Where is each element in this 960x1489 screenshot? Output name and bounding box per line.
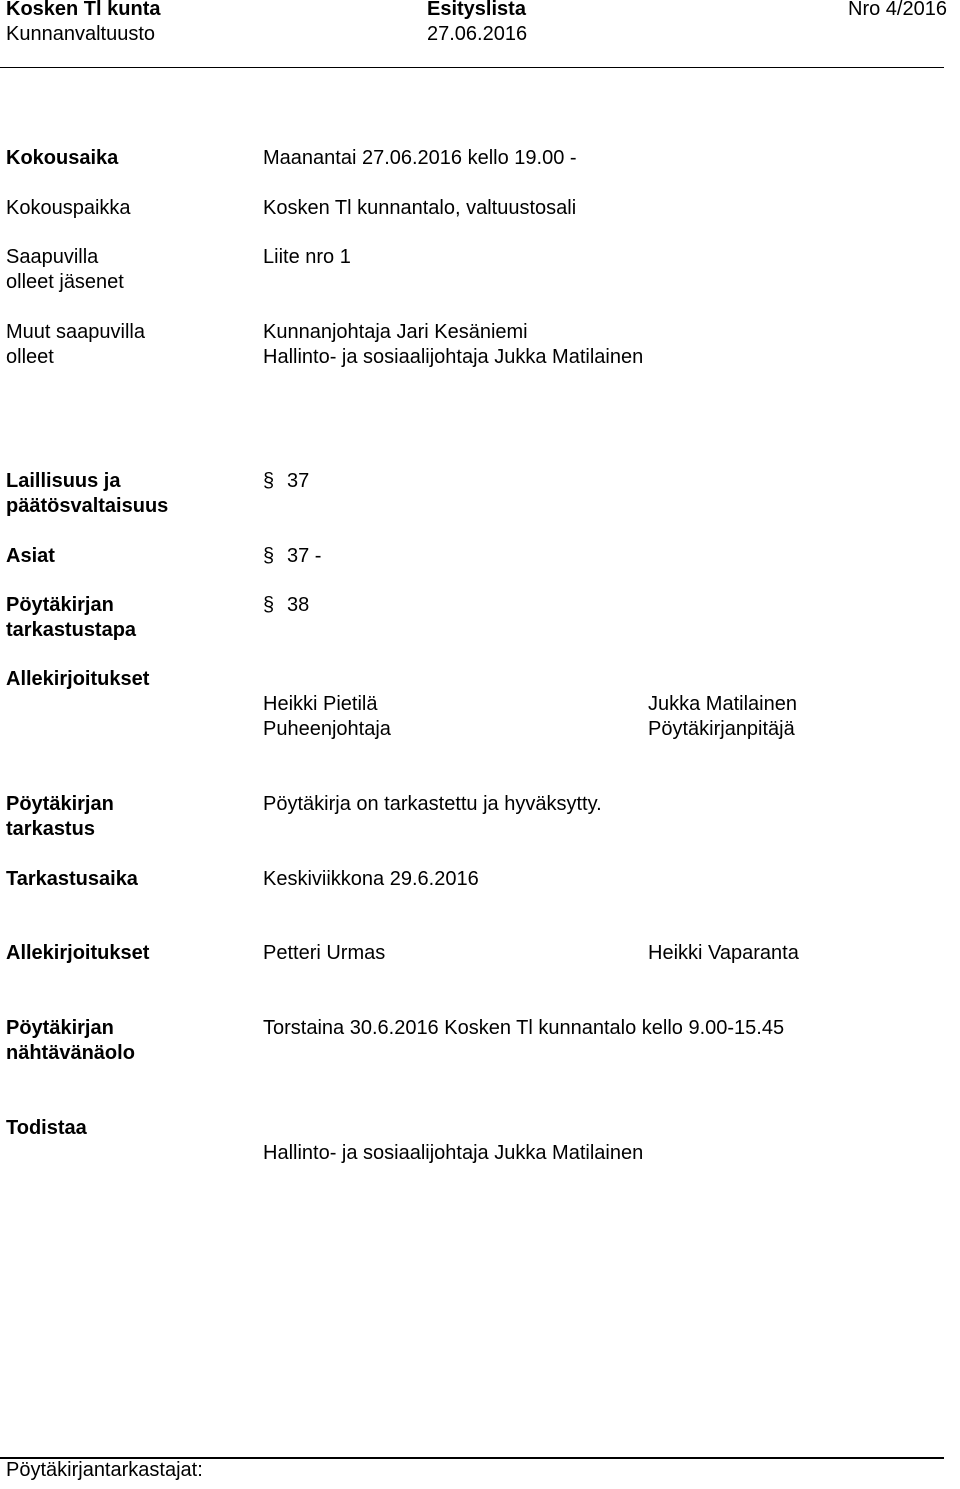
- legality-section[interactable]: [263, 469, 309, 494]
- municipality-name: Kosken Tl kunta: [6, 0, 161, 20]
- attest-value: Hallinto- ja sosiaalijohtaja Jukka Matilainen: [263, 1142, 644, 1164]
- review-label-line2: tarkastus: [6, 818, 95, 840]
- review-method-label-line2: tarkastustapa: [6, 619, 137, 641]
- meeting-place-value: Kosken Tl kunnantalo, valtuustosali: [263, 197, 577, 219]
- meeting-time-value: Maanantai 27.06.2016 kello 19.00 -: [263, 147, 577, 169]
- legality-label-line1: Laillisuus ja: [6, 470, 121, 492]
- others-value-line1: Kunnanjohtaja Jari Kesäniemi: [263, 321, 528, 343]
- present-label-line2: olleet jäsenet: [6, 271, 124, 293]
- others-label-line1: Muut saapuvilla: [6, 321, 145, 343]
- review-time-value: Keskiviikkona 29.6.2016: [263, 868, 479, 890]
- secretary-role: Pöytäkirjanpitäjä: [648, 718, 795, 740]
- matters-section-number: 37 -: [287, 545, 322, 567]
- review-signatures-label: Allekirjoitukset: [6, 942, 150, 964]
- others-value-line2: Hallinto- ja sosiaalijohtaja Jukka Matilainen: [263, 346, 644, 368]
- review-time-label: Tarkastusaika: [6, 868, 138, 890]
- legality-section-number: 37: [287, 470, 310, 492]
- header-rule: [0, 67, 944, 68]
- secretary-name: Jukka Matilainen: [648, 693, 797, 715]
- display-label-line1: Pöytäkirjan: [6, 1017, 114, 1039]
- reviewer-2-name: Heikki Vaparanta: [648, 942, 799, 964]
- document-number: Nro 4/2016: [848, 0, 947, 20]
- reviewer-1-name: Petteri Urmas: [263, 942, 386, 964]
- review-value: Pöytäkirja on tarkastettu ja hyväksytty.: [263, 793, 602, 815]
- document-date: 27.06.2016: [427, 23, 528, 45]
- body-name: Kunnanvaltuusto: [6, 23, 156, 45]
- meeting-place-label: Kokouspaikka: [6, 197, 131, 219]
- document-type: Esityslista: [427, 0, 526, 20]
- others-label-line2: olleet: [6, 346, 54, 368]
- section-symbol: §: [263, 545, 275, 567]
- attest-label: Todistaa: [6, 1117, 87, 1139]
- review-method-label-line1: Pöytäkirjan: [6, 594, 114, 616]
- display-label-line2: nähtävänäolo: [6, 1042, 135, 1064]
- review-label-line1: Pöytäkirjan: [6, 793, 114, 815]
- section-symbol: §: [263, 594, 275, 616]
- signatures-label: Allekirjoitukset: [6, 668, 150, 690]
- chair-name: Heikki Pietilä: [263, 693, 378, 715]
- meeting-time-label: Kokousaika: [6, 147, 119, 169]
- matters-section[interactable]: [263, 544, 321, 569]
- matters-label: Asiat: [6, 545, 55, 567]
- section-symbol: §: [263, 470, 275, 492]
- chair-role: Puheenjohtaja: [263, 718, 391, 740]
- legality-label-line2: päätösvaltaisuus: [6, 495, 169, 517]
- display-value: Torstaina 30.6.2016 Kosken Tl kunnantalo kello 9.00-15.45: [263, 1017, 785, 1039]
- present-value: Liite nro 1: [263, 246, 351, 268]
- footer-label: Pöytäkirjantarkastajat:: [6, 1459, 203, 1481]
- present-label-line1: Saapuvilla: [6, 246, 99, 268]
- review-method-section[interactable]: [263, 593, 309, 618]
- review-method-section-number: 38: [287, 594, 310, 616]
